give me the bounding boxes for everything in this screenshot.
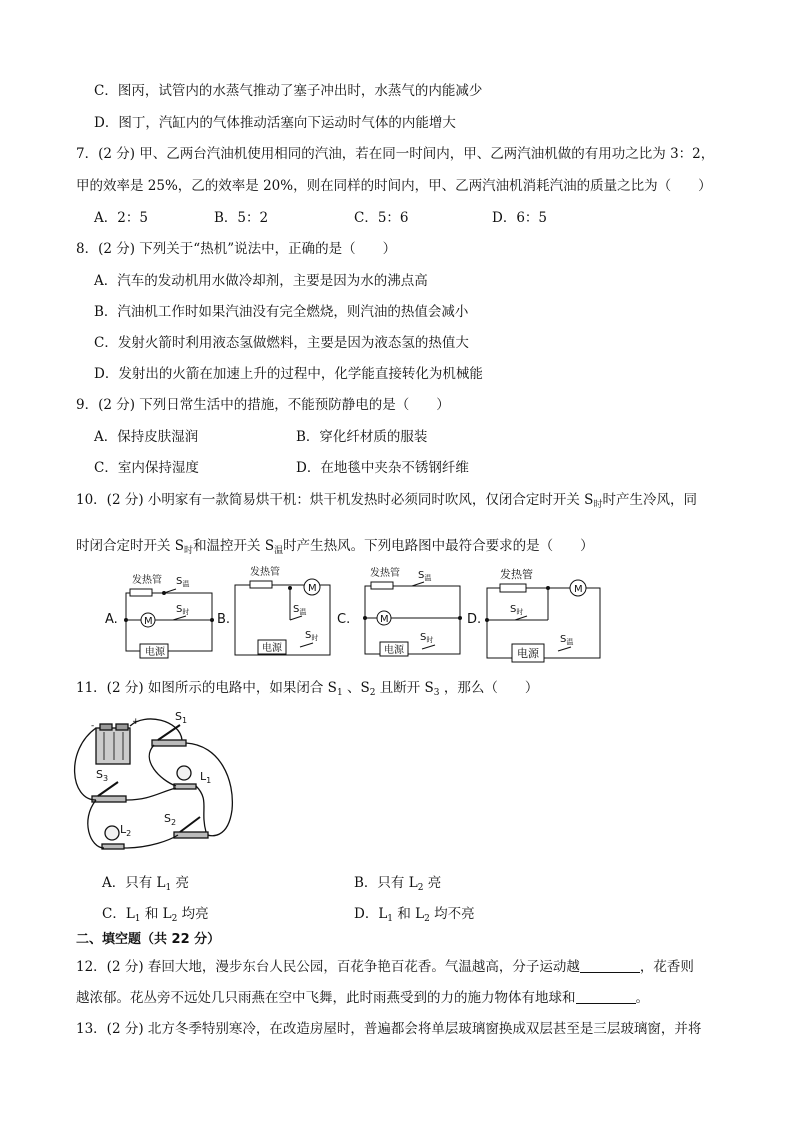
q9-stem: 9．(2 分) 下列日常生活中的措施，不能预防静电的是（ ） bbox=[76, 397, 450, 413]
q10-label-c: C. bbox=[337, 612, 351, 627]
svg-text:电源: 电源 bbox=[384, 645, 404, 656]
q10-diagram-d bbox=[467, 567, 600, 662]
q8-stem: 8．(2 分) 下列关于“热机”说法中，正确的是（ ） bbox=[76, 241, 397, 257]
q10-stem-line1: 10．(2 分) 小明家有一款简易烘干机：烘干机发热时必须同时吹风，仅闭合定时开关 $S_时$时产生冷风，同 bbox=[76, 492, 697, 510]
q10-label-a: A. bbox=[105, 612, 118, 627]
svg-text:发热管: 发热管 bbox=[500, 568, 533, 581]
svg-text:L2: $L_2$ bbox=[120, 823, 132, 838]
switch-label: $S_温$ bbox=[176, 576, 190, 588]
svg-text:S温: $S_温$ bbox=[560, 634, 574, 646]
heater-resistor bbox=[130, 589, 152, 596]
q8-option-b: B．汽油机工作时如果汽油没有完全燃烧，则汽油的热值会减小 bbox=[94, 304, 469, 320]
q12-line1: 12．(2 分) 春回大地，漫步东台人民公园，百花争艳百花香。气温越高，分子运动越 ，花香则 bbox=[76, 959, 694, 975]
svg-text:发热管: 发热管 bbox=[370, 568, 400, 579]
q12-blank-2[interactable] bbox=[576, 989, 636, 1004]
svg-text:S时: $S_时$ bbox=[305, 630, 319, 642]
svg-text:+: + bbox=[132, 717, 140, 727]
svg-text:M: M bbox=[308, 583, 317, 594]
q8-option-a: A．汽车的发动机用水做冷却剂，主要是因为水的沸点高 bbox=[94, 273, 428, 289]
q10-label-d: D. bbox=[467, 612, 482, 627]
q7-option-a: A．2：5 bbox=[94, 210, 148, 226]
q12-line2: 越浓郁。花丛旁不远处几只雨燕在空中飞舞，此时雨燕受到的力的施力物体有地球和 。 bbox=[76, 990, 649, 1006]
q11-option-b: B．只有 $L_2$ 亮 bbox=[354, 875, 442, 893]
q8-option-d: D．发射出的火箭在加速上升的过程中，化学能直接转化为机械能 bbox=[94, 366, 483, 382]
q10-diagram-c bbox=[337, 566, 462, 656]
svg-text:M: M bbox=[574, 584, 583, 595]
q6-option-d: D．图丁，汽缸内的气体推动活塞向下运动时气体的内能增大 bbox=[94, 115, 456, 131]
q7-option-c: C．5：6 bbox=[354, 210, 409, 226]
q11-option-a: A．只有 $L_1$ 亮 bbox=[102, 875, 190, 893]
q9-option-c: C．室内保持湿度 bbox=[94, 460, 199, 476]
bulb-l1-icon bbox=[174, 766, 196, 789]
svg-text:L1: $L_1$ bbox=[200, 770, 212, 785]
svg-text:-: - bbox=[91, 721, 95, 731]
switch-s2-icon bbox=[174, 817, 208, 838]
q10-diagram-b bbox=[217, 565, 330, 655]
q13-line1: 13．(2 分) 北方冬季特别寒冷，在改造房屋时，普遍都会将单层玻璃窗换成双层甚至是三层玻璃窗，并将 bbox=[76, 1021, 702, 1037]
q9-option-b: B．穿化纤材质的服装 bbox=[296, 429, 428, 445]
svg-text:S时: $S_时$ bbox=[420, 632, 434, 644]
q10-label-b: B. bbox=[217, 612, 231, 627]
svg-text:发热管: 发热管 bbox=[250, 567, 280, 578]
q11-stem: 11．(2 分) 如图所示的电路中，如果闭合 $S_1$ 、$S_2$ 且断开 $S_3$ ，那么（ ） bbox=[76, 680, 539, 698]
svg-text:S时: $S_时$ bbox=[510, 604, 524, 616]
heater-label: 发热管 bbox=[132, 575, 162, 586]
svg-text:S3: $S_3$ bbox=[96, 768, 109, 783]
q11-option-c: C．$L_1$ 和 $L_2$ 均亮 bbox=[102, 906, 209, 924]
q12-blank-1[interactable] bbox=[580, 958, 640, 973]
q9-option-a: A．保持皮肤湿润 bbox=[94, 429, 199, 445]
svg-text:S温: $S_温$ bbox=[293, 604, 307, 616]
switch-s3-icon bbox=[92, 782, 126, 802]
svg-text:电源: 电源 bbox=[262, 643, 282, 654]
q7-stem-line2: 甲的效率是 25%，乙的效率是 20%，则在同样的时间内，甲、乙两汽油机消耗汽油的质量之比为（ ） bbox=[76, 178, 712, 194]
q10-diagram-a bbox=[105, 573, 214, 658]
q7-stem-line1: 7．(2 分) 甲、乙两台汽油机使用相同的汽油，若在同一时间内，甲、乙两汽油机做的有用功之比为 3：2， bbox=[76, 146, 715, 162]
svg-text:S2: $S_2$ bbox=[164, 812, 177, 827]
svg-text:M: M bbox=[144, 616, 153, 627]
q8-option-c: C．发射火箭时利用液态氢做燃料，主要是因为液态氢的热值大 bbox=[94, 335, 469, 351]
q9-option-d: D．在地毯中夹杂不锈钢纤维 bbox=[296, 460, 469, 476]
q7-option-d: D．6：5 bbox=[492, 210, 548, 226]
q11-circuit-figure bbox=[60, 700, 250, 860]
q10-circuit-diagrams bbox=[0, 560, 794, 670]
q10-stem-line2: 时闭合定时开关 $S_时$和温控开关 $S_温$时产生热风。下列电路图中最符合要求的是（ ） bbox=[76, 538, 594, 556]
q6-option-c: C．图丙，试管内的水蒸气推动了塞子冲出时，水蒸气的内能减少 bbox=[94, 83, 483, 99]
svg-text:S温: $S_温$ bbox=[418, 570, 432, 582]
section-title-fill-blank: 二、填空题（共 22 分） bbox=[76, 932, 221, 947]
svg-text:M: M bbox=[380, 614, 389, 625]
svg-text:S时: $S_时$ bbox=[176, 604, 190, 616]
svg-text:电源: 电源 bbox=[517, 647, 539, 660]
svg-text:S1: $S_1$ bbox=[175, 710, 188, 725]
q7-option-b: B．5：2 bbox=[214, 210, 269, 226]
battery-icon bbox=[96, 724, 130, 764]
svg-text:电源: 电源 bbox=[145, 647, 165, 658]
q11-option-d: D．$L_1$ 和 $L_2$ 均不亮 bbox=[354, 906, 475, 924]
